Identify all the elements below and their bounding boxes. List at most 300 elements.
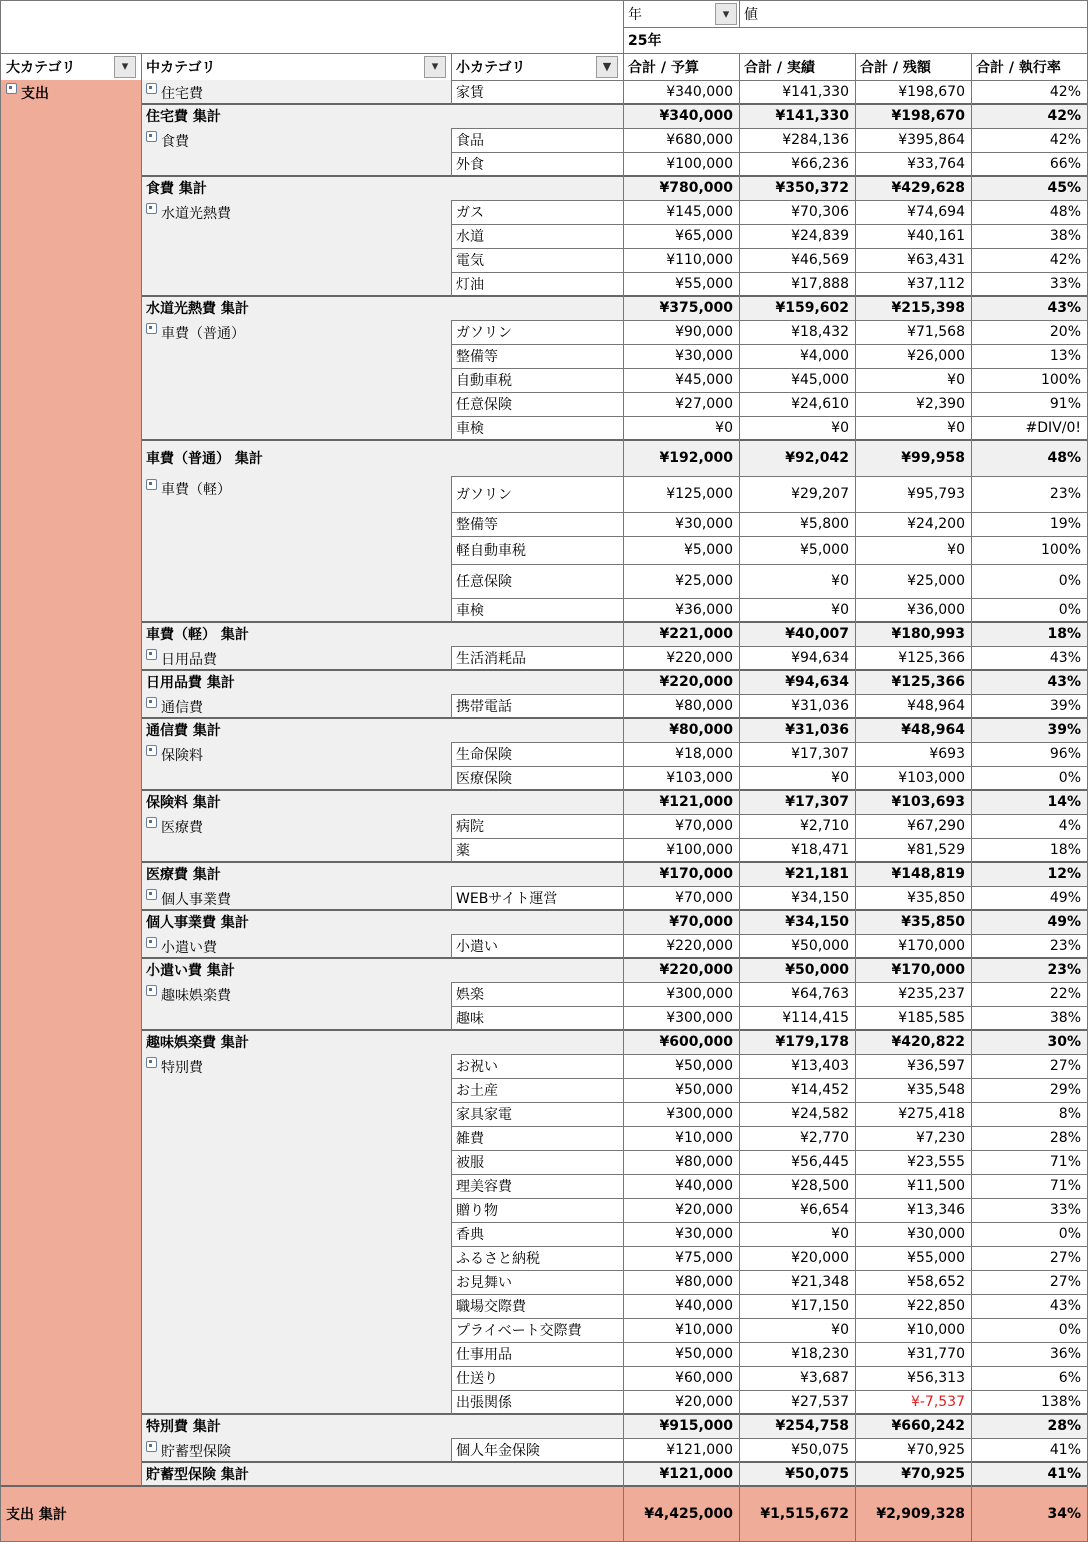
remain-cell (855, 838, 971, 862)
budget-cell (623, 1198, 739, 1222)
header-vline (739, 0, 740, 27)
subtotal-rate (971, 622, 1087, 646)
actual-cell-text: ¥141,330 (782, 84, 849, 100)
remain-cell (855, 1054, 971, 1078)
small-category-cell-text: 贈り物 (456, 1203, 498, 1219)
budget-cell (623, 838, 739, 862)
remain-cell-text: ¥235,237 (898, 986, 965, 1002)
actual-cell (739, 598, 855, 622)
subtotal-budget-text: ¥221,000 (659, 626, 733, 642)
medium-category-cell[interactable] (141, 1438, 451, 1462)
rate-cell-text: 13% (1049, 348, 1081, 364)
actual-cell-text: ¥114,415 (782, 1010, 849, 1026)
remain-cell (855, 1318, 971, 1342)
subtotal-label-text: 特別費 集計 (146, 1419, 221, 1435)
small-category-cell-text: 病院 (456, 819, 484, 835)
remain-cell-text: ¥35,850 (907, 890, 965, 906)
remain-cell (855, 934, 971, 958)
subtotal-separator (141, 957, 1087, 959)
expand-collapse-icon[interactable] (146, 131, 157, 142)
body-vline (739, 80, 740, 1541)
filter-dropdown-button[interactable] (715, 3, 737, 25)
small-category-cell-text: 車検 (456, 603, 484, 619)
actual-cell (739, 1150, 855, 1174)
actual-cell-text: ¥18,471 (791, 842, 849, 858)
subtotal-actual-text: ¥17,307 (785, 794, 849, 810)
subtotal-actual-text: ¥254,758 (775, 1418, 849, 1434)
rate-cell-text: 38% (1049, 1010, 1081, 1026)
subtotal-actual-text: ¥31,036 (785, 722, 849, 738)
large-category-cell[interactable] (1, 80, 141, 1486)
actual-cell (739, 272, 855, 296)
expand-collapse-icon[interactable] (146, 649, 157, 660)
remain-cell (855, 1390, 971, 1414)
medium-category-cell[interactable] (141, 1054, 451, 1414)
subtotal-actual (739, 104, 855, 128)
rate-cell (971, 646, 1087, 670)
actual-cell-text: ¥18,432 (791, 324, 849, 340)
small-category-cell (451, 1174, 623, 1198)
year-field-label[interactable] (623, 1, 711, 27)
expand-collapse-icon[interactable] (146, 697, 157, 708)
remain-cell (855, 368, 971, 392)
subtotal-actual-text: ¥40,007 (785, 626, 849, 642)
small-category-cell-text: 仕送り (456, 1371, 498, 1387)
body-vline (451, 1438, 452, 1462)
rate-cell-text: 38% (1049, 228, 1081, 244)
remain-cell-text: ¥23,555 (907, 1154, 965, 1170)
small-category-cell-text: 生活消耗品 (456, 651, 526, 667)
subtotal-rate (971, 862, 1087, 886)
year-filter-cell[interactable] (711, 3, 737, 25)
subtotal-separator (141, 1461, 1087, 1463)
header-line (0, 53, 1088, 54)
remain-cell (855, 766, 971, 790)
filter-dropdown-button[interactable] (114, 56, 136, 78)
rate-cell (971, 1438, 1087, 1462)
small-category-cell-text: 自動車税 (456, 373, 512, 389)
rate-cell (971, 1342, 1087, 1366)
subtotal-budget (623, 622, 739, 646)
subtotal-budget-text: ¥915,000 (659, 1418, 733, 1434)
medium-category-text: 住宅費 (161, 86, 203, 102)
actual-cell (739, 1390, 855, 1414)
subtotal-rate (971, 1414, 1087, 1438)
subtotal-rate-text: 39% (1047, 722, 1081, 738)
expand-collapse-icon[interactable] (146, 203, 157, 214)
budget-cell-text: ¥90,000 (675, 324, 733, 340)
medium-category-text: 特別費 (161, 1060, 203, 1076)
col-header-medium-category[interactable] (141, 53, 451, 80)
small-category-cell (451, 368, 623, 392)
medium-category-text: 保険料 (161, 748, 203, 764)
dropdown-button[interactable] (596, 56, 618, 78)
small-category-cell (451, 1054, 623, 1078)
col-header-small-category[interactable] (451, 53, 623, 80)
actual-cell (739, 742, 855, 766)
subtotal-separator (141, 103, 1087, 105)
subtotal-separator (141, 1029, 1087, 1031)
budget-cell-text: ¥50,000 (675, 1058, 733, 1074)
body-vline (451, 742, 452, 790)
budget-cell (623, 1174, 739, 1198)
budget-cell-text: ¥75,000 (675, 1250, 733, 1266)
rate-cell-text: 43% (1049, 1298, 1081, 1314)
small-category-cell (451, 320, 623, 344)
medium-category-cell[interactable] (141, 320, 451, 440)
subtotal-label (141, 718, 623, 742)
budget-cell-text: ¥100,000 (666, 156, 733, 172)
budget-cell (623, 982, 739, 1006)
remain-cell (855, 694, 971, 718)
subtotal-budget (623, 910, 739, 934)
actual-cell-text: ¥70,306 (791, 204, 849, 220)
body-vline (451, 886, 452, 910)
remain-cell-text: ¥275,418 (898, 1106, 965, 1122)
subtotal-label-text: 貯蓄型保険 集計 (146, 1467, 249, 1483)
small-category-cell-text: 職場交際費 (456, 1299, 526, 1315)
subtotal-rate-text: 18% (1047, 626, 1081, 642)
rate-cell-text: 42% (1049, 84, 1081, 100)
rate-cell (971, 1006, 1087, 1030)
subtotal-rate (971, 790, 1087, 814)
medium-category-cell[interactable] (141, 694, 451, 718)
actual-cell (739, 694, 855, 718)
budget-cell (623, 392, 739, 416)
subtotal-budget-text: ¥121,000 (659, 794, 733, 810)
rate-cell (971, 1198, 1087, 1222)
expand-collapse-icon[interactable] (146, 937, 157, 948)
rate-cell-text: 23% (1049, 938, 1081, 954)
subtotal-remain-text: ¥148,819 (891, 866, 965, 882)
large-category-text: 支出 (21, 86, 49, 102)
rate-cell (971, 1366, 1087, 1390)
rate-cell-text: #DIV/0! (1025, 420, 1081, 436)
actual-cell-text: ¥6,654 (800, 1202, 849, 1218)
subtotal-actual (739, 910, 855, 934)
small-category-cell (451, 1198, 623, 1222)
small-category-cell (451, 646, 623, 670)
body-vline (855, 80, 856, 1541)
budget-cell-text: ¥10,000 (675, 1322, 733, 1338)
remain-cell (855, 272, 971, 296)
rate-cell-text: 18% (1049, 842, 1081, 858)
budget-cell-text: ¥220,000 (666, 938, 733, 954)
col-header-large-category[interactable] (1, 53, 141, 80)
small-category-cell (451, 1294, 623, 1318)
rate-cell (971, 1318, 1087, 1342)
small-category-cell-text: 整備等 (456, 349, 498, 365)
grand-total-actual (739, 1486, 855, 1541)
budget-cell (623, 368, 739, 392)
small-category-cell-text: 香典 (456, 1227, 484, 1243)
subtotal-budget-text: ¥121,000 (659, 1466, 733, 1482)
budget-cell (623, 1342, 739, 1366)
actual-cell (739, 1318, 855, 1342)
actual-cell (739, 1222, 855, 1246)
rate-cell (971, 344, 1087, 368)
actual-cell (739, 934, 855, 958)
subtotal-budget-text: ¥170,000 (659, 866, 733, 882)
body-vline (451, 694, 452, 718)
rate-cell (971, 224, 1087, 248)
expand-collapse-icon[interactable] (146, 479, 157, 490)
subtotal-label-text: 医療費 集計 (146, 867, 221, 883)
medium-category-cell[interactable] (141, 200, 451, 296)
expand-collapse-icon[interactable] (146, 83, 157, 94)
actual-cell-text: ¥50,000 (791, 938, 849, 954)
medium-category-cell[interactable] (141, 742, 451, 790)
subtotal-remain-text: ¥125,366 (891, 674, 965, 690)
budget-cell (623, 512, 739, 536)
remain-cell-text: ¥70,925 (907, 1442, 965, 1458)
rate-cell (971, 368, 1087, 392)
subtotal-label-text: 保険料 集計 (146, 795, 221, 811)
medium-category-text: 貯蓄型保険 (161, 1444, 231, 1460)
rate-cell (971, 1174, 1087, 1198)
actual-cell (739, 80, 855, 104)
budget-cell-text: ¥0 (715, 420, 733, 436)
rate-cell-text: 42% (1049, 132, 1081, 148)
expand-collapse-icon[interactable] (146, 1441, 157, 1452)
rate-cell (971, 536, 1087, 564)
rate-cell (971, 1246, 1087, 1270)
small-category-cell (451, 224, 623, 248)
chevron-down-icon: ▼ (602, 60, 612, 73)
actual-cell-text: ¥24,582 (791, 1106, 849, 1122)
rate-cell-text: 0% (1058, 770, 1081, 786)
actual-cell-text: ¥27,537 (791, 1394, 849, 1410)
small-category-cell-text: 医療保険 (456, 771, 512, 787)
remain-cell (855, 1198, 971, 1222)
subtotal-remain-text: ¥35,850 (901, 914, 965, 930)
year-value-text: 25年 (628, 33, 662, 49)
rate-cell-text: 43% (1049, 650, 1081, 666)
actual-cell-text: ¥5,000 (800, 542, 849, 558)
medium-category-cell[interactable] (141, 982, 451, 1030)
budget-cell-text: ¥40,000 (675, 1178, 733, 1194)
subtotal-rate (971, 296, 1087, 320)
subtotal-remain-text: ¥429,628 (891, 180, 965, 196)
small-category-cell (451, 80, 623, 104)
subtotal-actual (739, 1030, 855, 1054)
medium-category-cell[interactable] (141, 80, 451, 104)
subtotal-rate-text: 43% (1047, 300, 1081, 316)
small-category-cell-text: 生命保険 (456, 747, 512, 763)
expand-collapse-icon[interactable] (146, 817, 157, 828)
rate-cell (971, 248, 1087, 272)
subtotal-remain (855, 1030, 971, 1054)
remain-cell-text: ¥24,200 (907, 516, 965, 532)
actual-cell (739, 128, 855, 152)
actual-cell-text: ¥2,710 (800, 818, 849, 834)
actual-cell-text: ¥56,445 (791, 1154, 849, 1170)
small-category-cell-text: 個人年金保険 (456, 1443, 540, 1459)
subtotal-separator (141, 175, 1087, 177)
actual-cell-text: ¥284,136 (782, 132, 849, 148)
medium-category-text: 通信費 (161, 700, 203, 716)
budget-cell-text: ¥300,000 (666, 1106, 733, 1122)
expand-collapse-icon[interactable] (146, 323, 157, 334)
subtotal-actual (739, 440, 855, 476)
subtotal-separator (141, 621, 1087, 623)
small-category-cell-text: 薬 (456, 843, 470, 859)
subtotal-budget (623, 718, 739, 742)
subtotal-label-text: 食費 集計 (146, 181, 207, 197)
budget-cell (623, 742, 739, 766)
medium-category-cell[interactable] (141, 886, 451, 910)
medium-category-text: 食費 (161, 134, 189, 150)
subtotal-label-text: 通信費 集計 (146, 723, 221, 739)
rate-cell-text: 33% (1049, 1202, 1081, 1218)
remain-cell-text: ¥56,313 (907, 1370, 965, 1386)
subtotal-separator (141, 909, 1087, 911)
actual-cell (739, 646, 855, 670)
remain-cell (855, 1174, 971, 1198)
subtotal-remain-text: ¥215,398 (891, 300, 965, 316)
subtotal-actual-text: ¥159,602 (775, 300, 849, 316)
rate-cell-text: 66% (1049, 156, 1081, 172)
medium-category-text: 個人事業費 (161, 892, 231, 908)
remain-cell (855, 1342, 971, 1366)
budget-cell-text: ¥220,000 (666, 650, 733, 666)
expand-collapse-icon[interactable] (6, 83, 17, 94)
subtotal-actual (739, 670, 855, 694)
small-category-cell-text: 被服 (456, 1155, 484, 1171)
remain-cell-text: ¥22,850 (907, 1298, 965, 1314)
small-category-cell (451, 272, 623, 296)
budget-cell (623, 1102, 739, 1126)
actual-cell (739, 1270, 855, 1294)
budget-cell (623, 536, 739, 564)
actual-cell-text: ¥34,150 (791, 890, 849, 906)
actual-cell-text: ¥3,687 (800, 1370, 849, 1386)
subtotal-rate-text: 28% (1047, 1418, 1081, 1434)
subtotal-remain-text: ¥660,242 (891, 1418, 965, 1434)
rate-cell-text: 22% (1049, 986, 1081, 1002)
budget-cell (623, 766, 739, 790)
body-vline (451, 982, 452, 1030)
remain-cell (855, 742, 971, 766)
expand-collapse-icon[interactable] (146, 745, 157, 756)
budget-cell-text: ¥50,000 (675, 1082, 733, 1098)
grand-total-separator (0, 1485, 1088, 1487)
rate-cell-text: 0% (1058, 1226, 1081, 1242)
remain-cell-text: ¥26,000 (907, 348, 965, 364)
expand-collapse-icon[interactable] (146, 889, 157, 900)
subtotal-actual-text: ¥50,075 (785, 1466, 849, 1482)
subtotal-actual (739, 862, 855, 886)
rate-cell-text: 33% (1049, 276, 1081, 292)
small-category-cell-text: 灯油 (456, 277, 484, 293)
subtotal-budget-text: ¥70,000 (669, 914, 733, 930)
rate-cell-text: 36% (1049, 1346, 1081, 1362)
small-category-cell (451, 838, 623, 862)
expand-collapse-icon[interactable] (146, 985, 157, 996)
values-field-label[interactable] (739, 1, 1087, 27)
actual-cell-text: ¥45,000 (791, 372, 849, 388)
small-category-cell (451, 512, 623, 536)
remain-cell-text: ¥63,431 (907, 252, 965, 268)
grand-total-remain-text: ¥2,909,328 (876, 1505, 965, 1522)
remain-cell (855, 1150, 971, 1174)
subtotal-budget-text: ¥780,000 (659, 180, 733, 196)
remain-cell-text: ¥48,964 (907, 698, 965, 714)
small-category-cell-text: 軽自動車税 (456, 543, 526, 559)
small-category-cell (451, 1246, 623, 1270)
subtotal-remain-text: ¥420,822 (891, 1034, 965, 1050)
rate-cell-text: 41% (1049, 1442, 1081, 1458)
actual-cell-text: ¥28,500 (791, 1178, 849, 1194)
rate-cell (971, 80, 1087, 104)
remain-cell (855, 392, 971, 416)
medium-category-cell[interactable] (141, 646, 451, 670)
medium-category-cell[interactable] (141, 128, 451, 176)
medium-category-cell[interactable] (141, 476, 451, 622)
remain-cell (855, 512, 971, 536)
budget-cell-text: ¥70,000 (675, 890, 733, 906)
subtotal-remain (855, 862, 971, 886)
subtotal-label (141, 958, 623, 982)
medium-category-cell[interactable] (141, 934, 451, 958)
col-header-medium-category-text: 中カテゴリ (146, 59, 216, 76)
budget-cell (623, 1318, 739, 1342)
col-header-remain-text: 合計 / 残額 (860, 59, 931, 76)
header-line (623, 27, 1088, 28)
budget-cell-text: ¥20,000 (675, 1202, 733, 1218)
small-category-cell-text: 任意保険 (456, 574, 512, 590)
actual-cell (739, 1078, 855, 1102)
remain-cell (855, 80, 971, 104)
subtotal-remain (855, 622, 971, 646)
funnel-icon: ▾ (431, 59, 439, 74)
subtotal-remain-text: ¥70,925 (901, 1466, 965, 1482)
body-vline (451, 646, 452, 670)
small-category-cell (451, 536, 623, 564)
subtotal-remain (855, 718, 971, 742)
subtotal-budget (623, 1462, 739, 1486)
remain-cell-text: ¥30,000 (907, 1226, 965, 1242)
budget-cell-text: ¥30,000 (675, 1226, 733, 1242)
subtotal-budget-text: ¥220,000 (659, 962, 733, 978)
medium-category-cell[interactable] (141, 814, 451, 862)
remain-cell (855, 1246, 971, 1270)
rate-cell (971, 1150, 1087, 1174)
budget-cell-text: ¥45,000 (675, 372, 733, 388)
rate-cell (971, 886, 1087, 910)
filter-dropdown-button[interactable] (424, 56, 446, 78)
subtotal-rate-text: 12% (1047, 866, 1081, 882)
budget-cell (623, 224, 739, 248)
budget-cell (623, 1366, 739, 1390)
actual-cell (739, 1366, 855, 1390)
body-vline (451, 200, 452, 296)
budget-cell (623, 1438, 739, 1462)
small-category-cell (451, 1270, 623, 1294)
small-category-cell (451, 886, 623, 910)
remain-cell (855, 152, 971, 176)
expand-collapse-icon[interactable] (146, 1057, 157, 1068)
remain-cell-text: ¥11,500 (907, 1178, 965, 1194)
actual-cell-text: ¥0 (831, 602, 849, 618)
remain-cell (855, 128, 971, 152)
subtotal-budget (623, 440, 739, 476)
rate-cell-text: 23% (1049, 486, 1081, 502)
remain-cell-text: ¥0 (947, 542, 965, 558)
actual-cell (739, 200, 855, 224)
budget-cell (623, 1150, 739, 1174)
subtotal-budget (623, 296, 739, 320)
